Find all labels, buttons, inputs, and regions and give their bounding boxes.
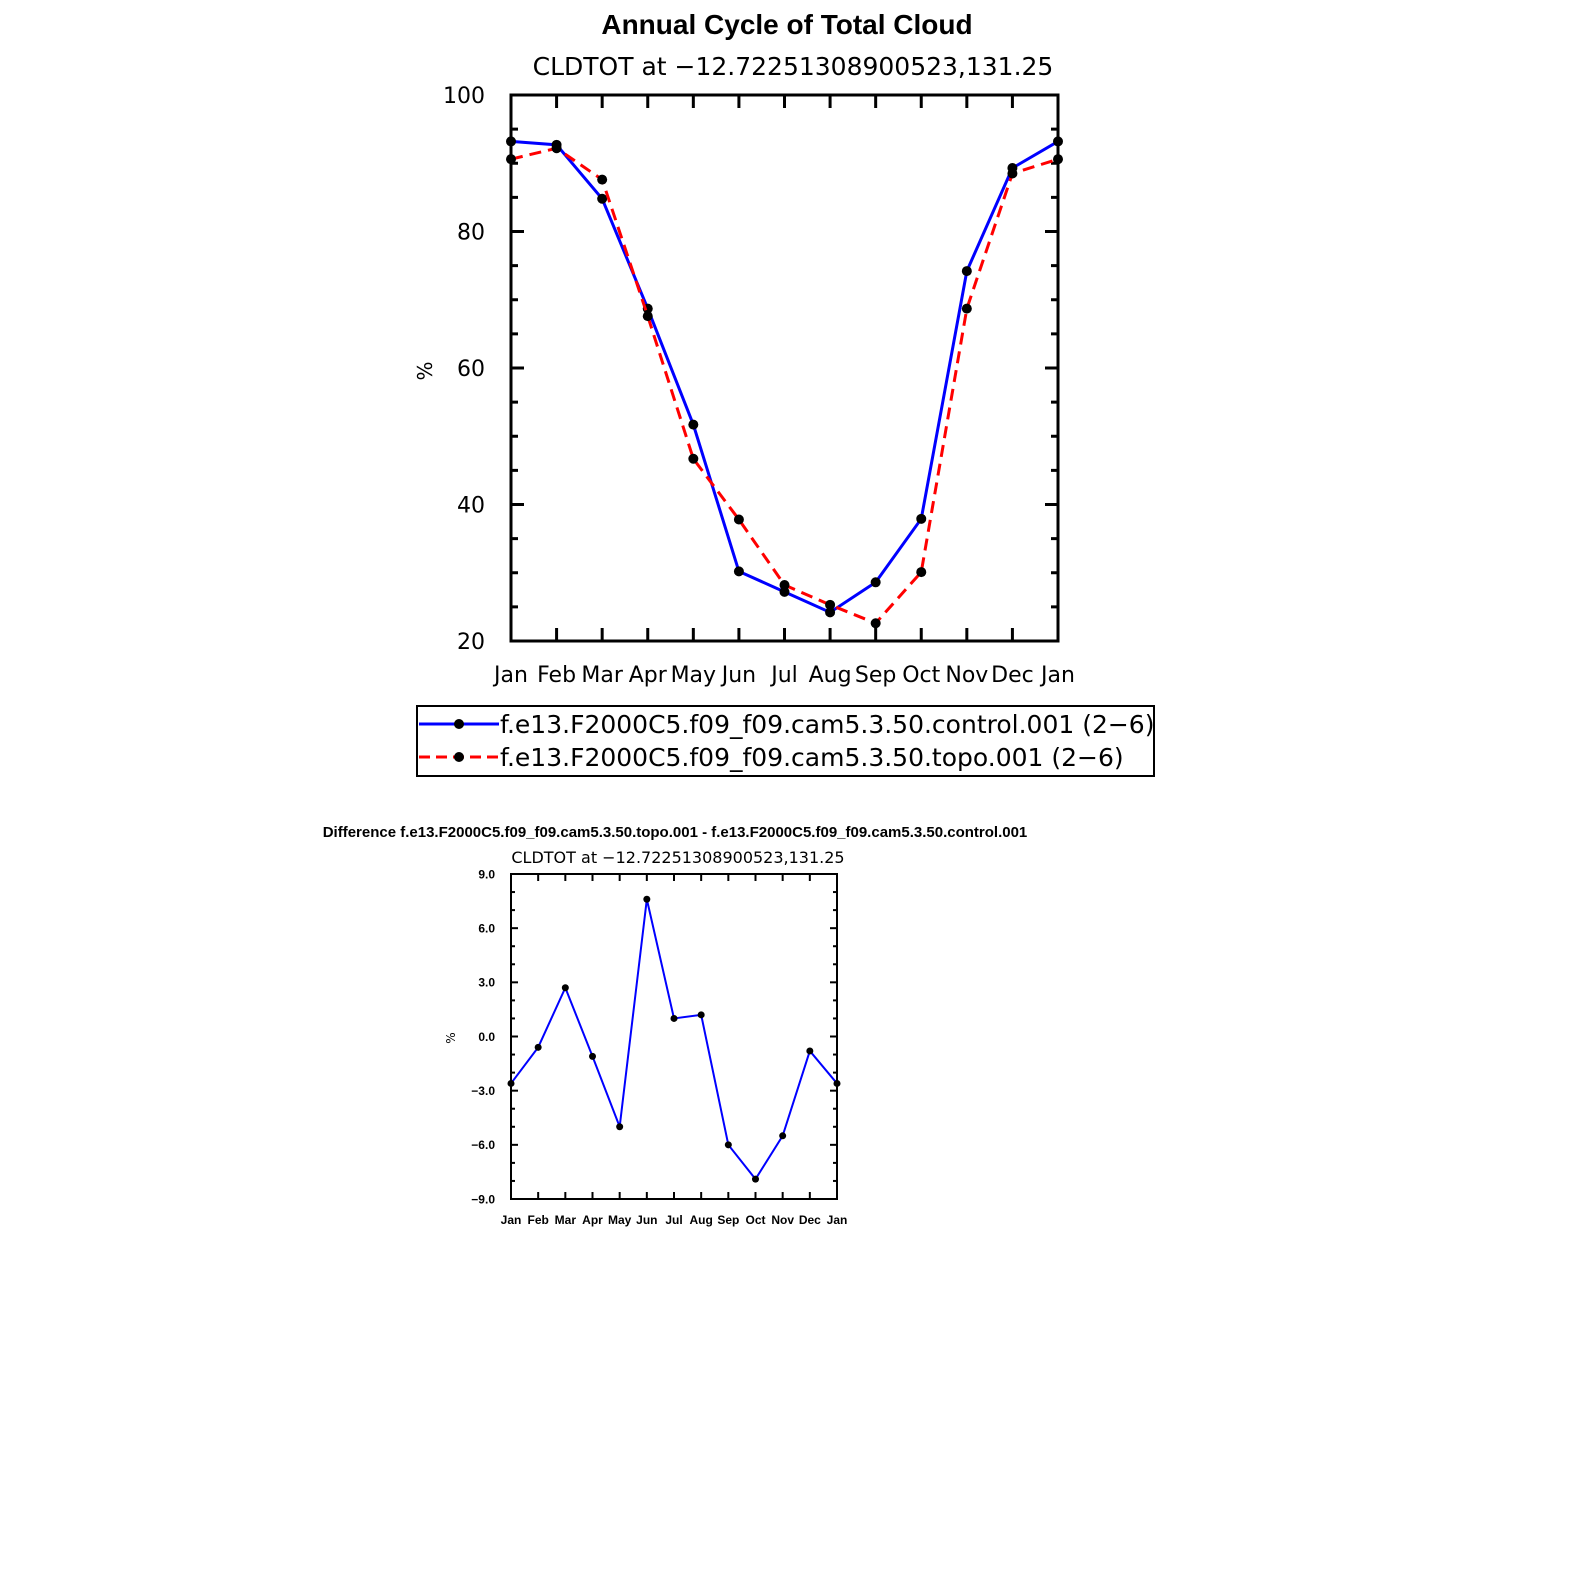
bottom-xtick-label: Dec — [798, 1213, 821, 1227]
bottom-series-0-point — [643, 896, 650, 903]
top-series-1-point — [825, 600, 835, 610]
top-series-1-point — [962, 304, 972, 314]
bottom-xtick-label: Nov — [771, 1213, 795, 1227]
top-xtick-label: Jun — [721, 663, 757, 688]
top-ytick-label: 80 — [457, 220, 485, 246]
legend-label-control: f.e13.F2000C5.f09_f09.cam5.3.50.control.001 (2−6) — [500, 710, 1155, 739]
bottom-series-0-point — [671, 1015, 678, 1022]
top-series-0-point — [734, 566, 744, 576]
top-ytick-label: 40 — [457, 493, 485, 519]
main-title: Annual Cycle of Total Cloud — [601, 9, 973, 40]
top-xtick-label: Aug — [808, 663, 852, 688]
top-series-0-point — [506, 136, 516, 146]
bottom-ytick-label: −3.0 — [471, 1083, 495, 1098]
bottom-ytick-label: −9.0 — [471, 1192, 495, 1207]
bottom-xtick-label: Sep — [717, 1213, 740, 1227]
bottom-title: Difference f.e13.F2000C5.f09_f09.cam5.3.50.topo.001 - f.e13.F2000C5.f09_f09.cam5.3.50.control.001 — [322, 824, 1028, 841]
top-series-1-point — [1053, 154, 1063, 164]
top-plot-frame — [511, 95, 1058, 641]
bottom-xtick-label: Feb — [527, 1213, 549, 1227]
bottom-xtick-label: Jan — [500, 1213, 522, 1227]
top-xtick-label: Apr — [628, 663, 667, 688]
top-series-0-line — [511, 141, 1058, 612]
bottom-ylabel: % — [444, 1032, 458, 1044]
bottom-axes — [471, 867, 847, 1227]
top-series-1-point — [643, 311, 653, 321]
bottom-series-0-point — [535, 1044, 542, 1051]
bottom-xtick-label: Apr — [582, 1213, 603, 1227]
bottom-chart — [323, 824, 1028, 1227]
bottom-series-0-point — [508, 1080, 515, 1087]
bottom-xtick-label: Jun — [636, 1213, 658, 1227]
bottom-series-0-line — [511, 899, 837, 1179]
top-series-1-point — [871, 618, 881, 628]
top-series-1-point — [506, 154, 516, 164]
top-chart — [413, 52, 1154, 776]
top-series-0-point — [597, 194, 607, 204]
top-legend — [417, 706, 1154, 776]
top-series-1-point — [916, 567, 926, 577]
top-ytick-label: 20 — [457, 629, 485, 655]
bottom-series-0-point — [779, 1132, 786, 1139]
top-series-1-point — [780, 580, 790, 590]
bottom-plot-frame — [511, 874, 837, 1199]
bottom-xtick-label: Jan — [826, 1213, 848, 1227]
bottom-xtick-label: Jul — [665, 1213, 683, 1227]
bottom-series — [508, 896, 841, 1183]
top-xtick-label: Dec — [991, 663, 1034, 688]
top-xtick-label: Feb — [537, 663, 577, 688]
top-series-0-point — [962, 266, 972, 276]
top-xtick-label: Oct — [902, 663, 941, 688]
bottom-xtick-label: May — [607, 1213, 632, 1227]
top-series-1-point — [597, 175, 607, 185]
bottom-ytick-label: 9.0 — [478, 867, 495, 882]
top-series-1-point — [552, 143, 562, 153]
top-series-0-point — [871, 577, 881, 587]
top-ylabel: % — [413, 361, 437, 381]
top-series-1-point — [734, 515, 744, 525]
top-xtick-label: Sep — [854, 663, 897, 688]
top-ytick-label: 60 — [457, 356, 485, 382]
legend-marker-control — [454, 719, 464, 729]
bottom-series-0-point — [616, 1123, 623, 1130]
bottom-xtick-label: Aug — [689, 1213, 713, 1227]
top-axes — [443, 84, 1075, 688]
top-series-0-point — [688, 420, 698, 430]
top-series — [506, 136, 1063, 628]
top-xtick-label: Jul — [771, 663, 798, 688]
top-series-1-line — [511, 148, 1058, 623]
bottom-ytick-label: 0.0 — [478, 1029, 495, 1044]
bottom-series-0-point — [562, 984, 569, 991]
bottom-series-0-point — [589, 1053, 596, 1060]
top-series-0-point — [1053, 136, 1063, 146]
bottom-series-0-point — [698, 1011, 705, 1018]
bottom-series-0-point — [725, 1141, 732, 1148]
top-series-1-point — [1007, 168, 1017, 178]
top-xtick-label: Mar — [581, 663, 623, 688]
top-series-1-point — [688, 454, 698, 464]
top-series-0-point — [916, 514, 926, 524]
bottom-subtitle: CLDTOT at −12.72251308900523,131.25 — [511, 848, 845, 867]
bottom-series-0-point — [834, 1080, 841, 1087]
bottom-ytick-label: 3.0 — [478, 975, 495, 990]
top-xtick-label: Jan — [494, 663, 528, 688]
bottom-xtick-label: Oct — [745, 1213, 766, 1227]
bottom-series-0-point — [752, 1176, 759, 1183]
bottom-series-0-point — [806, 1047, 813, 1054]
top-xtick-label: Nov — [945, 663, 989, 688]
top-ytick-label: 100 — [443, 83, 485, 109]
top-xtick-label: May — [670, 663, 717, 688]
legend-marker-topo — [454, 752, 464, 762]
bottom-ytick-label: 6.0 — [478, 921, 495, 936]
top-xtick-label: Jan — [1041, 663, 1075, 688]
top-subtitle: CLDTOT at −12.72251308900523,131.25 — [532, 52, 1054, 81]
bottom-xtick-label: Mar — [554, 1213, 577, 1227]
legend-label-topo: f.e13.F2000C5.f09_f09.cam5.3.50.topo.001 (2−6) — [500, 743, 1124, 772]
bottom-ytick-label: −6.0 — [471, 1138, 495, 1153]
